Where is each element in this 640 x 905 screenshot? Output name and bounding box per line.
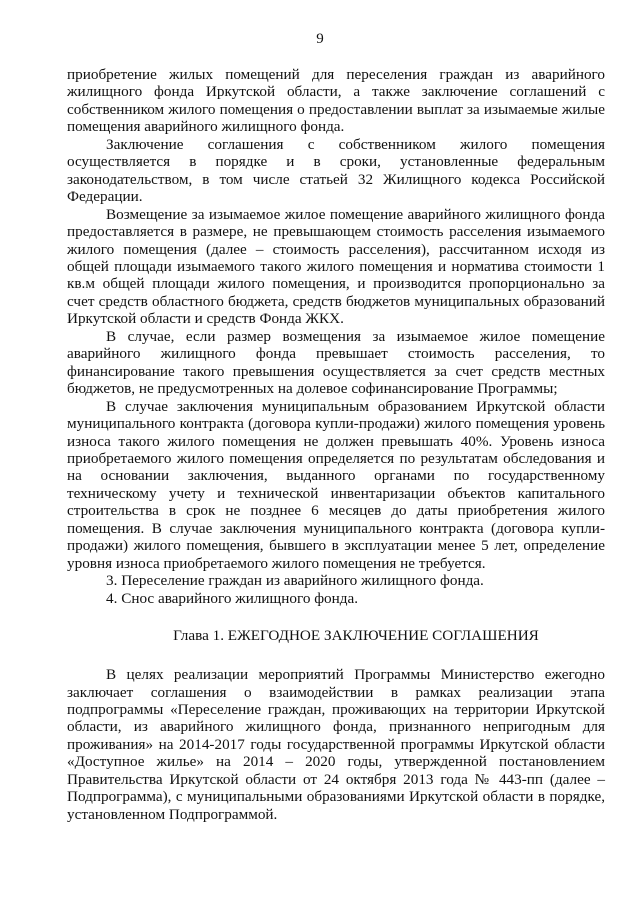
list-item-resettlement: 3. Переселение граждан из аварийного жилищного фонда. bbox=[106, 572, 484, 590]
page-number: 9 bbox=[316, 31, 324, 47]
paragraph-compensation: Возмещение за изымаемое жилое помещение аварийного жилищного фонда предоставляется в размере, не превышающем стоимость расселения изымаемого жилого помещения (далее – стоимость расселения), рассчитанном исходя из общей площади изымаемого такого жилого помещения и норматива стоимости 1 кв.м общей площади жилого помещения, и производится пропорционально за счет средств областного бюджета, средств бюджетов муниципальных образований Иркутской области и средств Фонда ЖКХ. bbox=[67, 205, 605, 328]
document-body bbox=[67, 66, 605, 823]
paragraph-agreement-conclusion: Заключение соглашения с собственником жилого помещения осуществляется в порядке и в сроки, установленные федеральным законодательством, в том числе статьей 32 Жилищного кодекса Российской Федерации. bbox=[67, 135, 605, 206]
paragraph-municipal-contract: В случае заключения муниципальным образованием Иркутской области муниципального контракта (договора купли-продажи) жилого помещения уровень износа такого жилого помещения не должен превышать 40%. Уровень износа приобретаемого жилого помещения определяется по результатам обследования и на основании заключения, выданного органами по государственному техническому учету и технической инвентаризации объектов капитального строительства в срок не позднее 6 месяцев до даты приобретения жилого помещения. В случае заключения муниципального контракта (договора купли-продажи) жилого помещения, бывшего в эксплуатации менее 5 лет, определение уровня износа приобретаемого жилого помещения не требуется. bbox=[67, 397, 605, 572]
paragraph-compensation-excess: В случае, если размер возмещения за изымаемое жилое помещение аварийного жилищного фонда превышает стоимость расселения, то финансирование такого превышения осуществляется за счет средств местных бюджетов, не предусмотренных на долевое софинансирование Программы; bbox=[67, 327, 605, 398]
paragraph-chapter-annual-agreements: В целях реализации мероприятий Программы Министерство ежегодно заключает соглашения о взаимодействии в рамках реализации этапа подпрограммы «Переселение граждан, проживающих на территории Иркутской области, из аварийного жилищного фонда, признанного непригодным для проживания» на 2014-2017 годы государственной программы Иркутской области «Доступное жилье» на 2014 – 2020 годы, утвержденной постановлением Правительства Иркутской области от 24 октября 2013 года № 443-пп (далее – Подпрограмма), с муниципальными образованиями Иркутской области в порядке, установленном Подпрограммой. bbox=[67, 666, 605, 823]
paragraph-continuation: приобретение жилых помещений для переселения граждан из аварийного жилищного фонда Иркутской области, а также заключение соглашений с собственником жилого помещения о предоставлении выплат за изымаемые жилые помещения аварийного жилищного фонда. bbox=[67, 66, 605, 136]
chapter-heading: Глава 1. ЕЖЕГОДНОЕ ЗАКЛЮЧЕНИЕ СОГЛАШЕНИЯ bbox=[173, 627, 539, 645]
list-item-demolition: 4. Снос аварийного жилищного фонда. bbox=[106, 589, 359, 607]
